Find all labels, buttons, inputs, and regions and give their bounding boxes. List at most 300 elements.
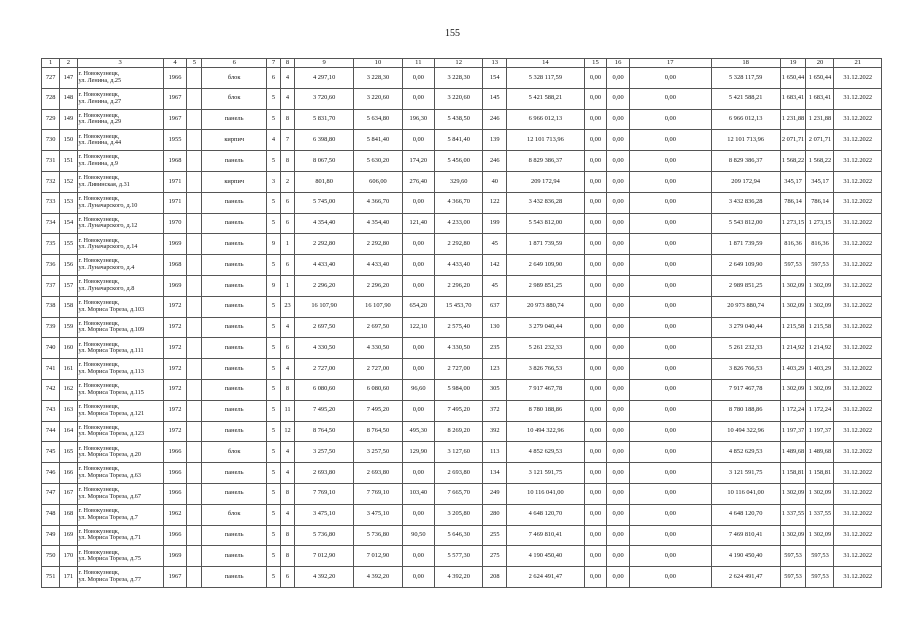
total-area: 3 475,10 — [295, 504, 354, 525]
column-number-19: 19 — [780, 59, 806, 68]
column-17: 0,00 — [629, 68, 711, 89]
address-city: г. Новокузнецк, — [78, 319, 120, 327]
cost-total: 2 624 491,47 — [507, 567, 585, 588]
row-number: 749 — [42, 525, 60, 546]
entrances: 8 — [281, 546, 295, 567]
entrances: 6 — [281, 567, 295, 588]
column-number-6: 6 — [202, 59, 267, 68]
column-16: 0,00 — [607, 359, 630, 380]
table-row — [42, 504, 882, 525]
residential-area: 2 693,80 — [434, 463, 482, 484]
column-5 — [187, 275, 202, 296]
table-row — [42, 567, 882, 588]
column-15: 0,00 — [584, 296, 607, 317]
row-number: 730 — [42, 130, 60, 151]
living-area: 7 495,20 — [354, 400, 402, 421]
year-built: 1968 — [163, 151, 187, 172]
floors: 5 — [267, 151, 281, 172]
column-15: 0,00 — [584, 68, 607, 89]
row-number: 741 — [42, 359, 60, 380]
column-number-10: 10 — [354, 59, 402, 68]
column-15: 0,00 — [584, 234, 607, 255]
address-city: г. Новокузнецк, — [78, 548, 120, 556]
cost-per-m2-a: 786,14 — [780, 192, 806, 213]
cost-per-m2-a: 1 650,44 — [780, 68, 806, 89]
address-cell — [77, 525, 163, 546]
wall-material: панель — [202, 379, 267, 400]
column-17: 0,00 — [629, 275, 711, 296]
nonresidential-area: 122,10 — [402, 317, 434, 338]
address-city: г. Новокузнецк, — [78, 486, 120, 494]
address-cell — [77, 130, 163, 151]
column-5 — [187, 234, 202, 255]
column-16: 0,00 — [607, 275, 630, 296]
year-built: 1972 — [163, 379, 187, 400]
total-area: 2 697,50 — [295, 317, 354, 338]
cost-total: 5 261 232,33 — [507, 338, 585, 359]
nonresidential-area: 0,00 — [402, 234, 434, 255]
total-area: 3 720,60 — [295, 88, 354, 109]
column-5 — [187, 171, 202, 192]
table-row — [42, 483, 882, 504]
floors: 5 — [267, 296, 281, 317]
address-cell — [77, 255, 163, 276]
wall-material: панель — [202, 234, 267, 255]
residential-area: 5 646,30 — [434, 525, 482, 546]
residents-count: 275 — [483, 546, 507, 567]
living-area: 5 630,20 — [354, 151, 402, 172]
cost-per-m2-a: 1 489,68 — [780, 442, 806, 463]
table-row — [42, 151, 882, 172]
deadline-date: 31.12.2022 — [834, 525, 882, 546]
year-built: 1969 — [163, 275, 187, 296]
nonresidential-area: 0,00 — [402, 400, 434, 421]
column-15: 0,00 — [584, 130, 607, 151]
column-15: 0,00 — [584, 525, 607, 546]
deadline-date: 31.12.2022 — [834, 275, 882, 296]
cost-per-m2-b: 1 214,92 — [806, 338, 834, 359]
living-area: 4 330,50 — [354, 338, 402, 359]
table-row — [42, 192, 882, 213]
residential-area: 2 296,20 — [434, 275, 482, 296]
address-cell — [77, 171, 163, 192]
total-area: 7 495,20 — [295, 400, 354, 421]
column-16: 0,00 — [607, 255, 630, 276]
deadline-date: 31.12.2022 — [834, 483, 882, 504]
sub-number: 153 — [60, 192, 77, 213]
column-17: 0,00 — [629, 317, 711, 338]
cost-per-m2-b: 1 302,09 — [806, 296, 834, 317]
deadline-date: 31.12.2022 — [834, 317, 882, 338]
sub-number: 148 — [60, 88, 77, 109]
address-city: г. Новокузнецк, — [78, 236, 120, 244]
address-street: ул. Мориса Тореза, д.77 — [78, 576, 141, 584]
address-street: ул. Мориса Тореза, д.121 — [78, 409, 145, 417]
sub-number: 167 — [60, 483, 77, 504]
table-row — [42, 275, 882, 296]
row-number: 740 — [42, 338, 60, 359]
sub-number: 157 — [60, 275, 77, 296]
residents-count: 246 — [483, 109, 507, 130]
floors: 5 — [267, 400, 281, 421]
cost-column-18: 8 829 386,37 — [711, 151, 780, 172]
column-number-3: 3 — [77, 59, 163, 68]
address-street: ул. Ленина, д.25 — [78, 76, 122, 84]
residential-area: 7 665,70 — [434, 483, 482, 504]
floors: 5 — [267, 525, 281, 546]
residential-area: 2 292,80 — [434, 234, 482, 255]
year-built: 1971 — [163, 171, 187, 192]
total-area: 2 296,20 — [295, 275, 354, 296]
address-city: г. Новокузнецк, — [78, 340, 120, 348]
table-row — [42, 442, 882, 463]
nonresidential-area: 0,00 — [402, 359, 434, 380]
total-area: 7 769,10 — [295, 483, 354, 504]
sub-number: 147 — [60, 68, 77, 89]
column-15: 0,00 — [584, 421, 607, 442]
cost-per-m2-b: 345,17 — [806, 171, 834, 192]
entrances: 8 — [281, 483, 295, 504]
entrances: 8 — [281, 379, 295, 400]
entrances: 4 — [281, 504, 295, 525]
cost-column-18: 5 261 232,33 — [711, 338, 780, 359]
floors: 5 — [267, 109, 281, 130]
wall-material: панель — [202, 109, 267, 130]
table-row — [42, 171, 882, 192]
residents-count: 235 — [483, 338, 507, 359]
residents-count: 134 — [483, 463, 507, 484]
residential-area: 3 220,60 — [434, 88, 482, 109]
deadline-date: 31.12.2022 — [834, 68, 882, 89]
row-number: 750 — [42, 546, 60, 567]
column-17: 0,00 — [629, 483, 711, 504]
wall-material: блок — [202, 88, 267, 109]
cost-column-18: 2 989 851,25 — [711, 275, 780, 296]
column-16: 0,00 — [607, 504, 630, 525]
entrances: 1 — [281, 234, 295, 255]
wall-material: панель — [202, 400, 267, 421]
row-number: 734 — [42, 213, 60, 234]
cost-per-m2-a: 1 302,09 — [780, 483, 806, 504]
total-area: 8 067,50 — [295, 151, 354, 172]
entrances: 11 — [281, 400, 295, 421]
address-cell — [77, 317, 163, 338]
column-15: 0,00 — [584, 463, 607, 484]
entrances: 6 — [281, 192, 295, 213]
column-5 — [187, 192, 202, 213]
total-area: 8 764,50 — [295, 421, 354, 442]
wall-material: панель — [202, 338, 267, 359]
row-number: 738 — [42, 296, 60, 317]
column-17: 0,00 — [629, 338, 711, 359]
cost-column-18: 4 852 629,53 — [711, 442, 780, 463]
sub-number: 154 — [60, 213, 77, 234]
nonresidential-area: 0,00 — [402, 504, 434, 525]
cost-column-18: 12 101 713,96 — [711, 130, 780, 151]
entrances: 23 — [281, 296, 295, 317]
address-street: ул. Луначарского, д.4 — [78, 264, 135, 272]
nonresidential-area: 654,20 — [402, 296, 434, 317]
cost-column-18: 5 421 588,21 — [711, 88, 780, 109]
total-area: 4 392,20 — [295, 567, 354, 588]
year-built: 1972 — [163, 317, 187, 338]
year-built: 1972 — [163, 338, 187, 359]
column-16: 0,00 — [607, 379, 630, 400]
column-17: 0,00 — [629, 421, 711, 442]
address-street: ул. Мориса Тореза, д.123 — [78, 430, 145, 438]
cost-total: 8 829 386,37 — [507, 151, 585, 172]
residential-area: 3 205,80 — [434, 504, 482, 525]
row-number: 747 — [42, 483, 60, 504]
cost-per-m2-a: 1 273,15 — [780, 213, 806, 234]
column-17: 0,00 — [629, 546, 711, 567]
living-area: 4 392,20 — [354, 567, 402, 588]
cost-total: 2 649 109,90 — [507, 255, 585, 276]
column-5 — [187, 463, 202, 484]
column-15: 0,00 — [584, 483, 607, 504]
address-cell — [77, 483, 163, 504]
deadline-date: 31.12.2022 — [834, 255, 882, 276]
wall-material: кирпич — [202, 130, 267, 151]
table-row — [42, 338, 882, 359]
row-number: 739 — [42, 317, 60, 338]
cost-per-m2-a: 1 302,09 — [780, 379, 806, 400]
cost-per-m2-b: 1 683,41 — [806, 88, 834, 109]
residential-area: 4 433,40 — [434, 255, 482, 276]
wall-material: панель — [202, 213, 267, 234]
nonresidential-area: 0,00 — [402, 130, 434, 151]
page-number: 155 — [445, 28, 460, 39]
address-cell — [77, 379, 163, 400]
sub-number: 150 — [60, 130, 77, 151]
address-city: г. Новокузнецк, — [78, 70, 120, 78]
residents-count: 249 — [483, 483, 507, 504]
entrances: 6 — [281, 255, 295, 276]
total-area: 5 745,00 — [295, 192, 354, 213]
nonresidential-area: 276,40 — [402, 171, 434, 192]
sub-number: 170 — [60, 546, 77, 567]
cost-per-m2-b: 1 337,55 — [806, 504, 834, 525]
deadline-date: 31.12.2022 — [834, 400, 882, 421]
nonresidential-area: 90,50 — [402, 525, 434, 546]
living-area: 2 693,80 — [354, 463, 402, 484]
cost-per-m2-a: 597,53 — [780, 255, 806, 276]
address-street: ул. Луначарского, д.14 — [78, 243, 138, 251]
residents-count: 40 — [483, 171, 507, 192]
table-body — [42, 68, 882, 588]
nonresidential-area: 0,00 — [402, 255, 434, 276]
column-17: 0,00 — [629, 171, 711, 192]
deadline-date: 31.12.2022 — [834, 546, 882, 567]
column-16: 0,00 — [607, 463, 630, 484]
address-street: ул. Мориса Тореза, д.63 — [78, 472, 141, 480]
column-number-5: 5 — [187, 59, 202, 68]
column-17: 0,00 — [629, 88, 711, 109]
nonresidential-area: 129,90 — [402, 442, 434, 463]
residential-area: 4 233,00 — [434, 213, 482, 234]
cost-column-18: 209 172,94 — [711, 171, 780, 192]
nonresidential-area: 0,00 — [402, 463, 434, 484]
sub-number: 155 — [60, 234, 77, 255]
residents-count: 45 — [483, 234, 507, 255]
deadline-date: 31.12.2022 — [834, 192, 882, 213]
residents-count: 123 — [483, 359, 507, 380]
deadline-date: 31.12.2022 — [834, 151, 882, 172]
table-row — [42, 379, 882, 400]
address-cell — [77, 234, 163, 255]
row-number: 727 — [42, 68, 60, 89]
cost-per-m2-b: 1 302,09 — [806, 379, 834, 400]
year-built: 1966 — [163, 442, 187, 463]
residential-area: 329,60 — [434, 171, 482, 192]
cost-column-18: 6 966 012,13 — [711, 109, 780, 130]
cost-column-18: 5 328 117,59 — [711, 68, 780, 89]
row-number: 732 — [42, 171, 60, 192]
wall-material: кирпич — [202, 171, 267, 192]
cost-per-m2-a: 1 302,09 — [780, 525, 806, 546]
residents-count: 372 — [483, 400, 507, 421]
column-number-2: 2 — [60, 59, 77, 68]
column-17: 0,00 — [629, 192, 711, 213]
sub-number: 156 — [60, 255, 77, 276]
cost-per-m2-b: 1 302,09 — [806, 525, 834, 546]
nonresidential-area: 0,00 — [402, 192, 434, 213]
column-17: 0,00 — [629, 504, 711, 525]
column-5 — [187, 525, 202, 546]
cost-total: 4 190 450,40 — [507, 546, 585, 567]
cost-column-18: 4 648 120,70 — [711, 504, 780, 525]
living-area: 2 697,50 — [354, 317, 402, 338]
cost-per-m2-a: 345,17 — [780, 171, 806, 192]
cost-total: 8 780 188,86 — [507, 400, 585, 421]
column-number-1: 1 — [42, 59, 60, 68]
cost-total: 3 279 040,44 — [507, 317, 585, 338]
cost-per-m2-a: 1 337,55 — [780, 504, 806, 525]
floors: 5 — [267, 379, 281, 400]
row-number: 743 — [42, 400, 60, 421]
living-area: 3 228,30 — [354, 68, 402, 89]
total-area: 5 831,70 — [295, 109, 354, 130]
living-area: 3 475,10 — [354, 504, 402, 525]
year-built: 1969 — [163, 234, 187, 255]
entrances: 4 — [281, 359, 295, 380]
year-built: 1967 — [163, 109, 187, 130]
total-area: 4 330,50 — [295, 338, 354, 359]
address-cell — [77, 151, 163, 172]
address-street: ул. Мориса Тореза, д.115 — [78, 388, 144, 396]
floors: 4 — [267, 130, 281, 151]
column-17: 0,00 — [629, 234, 711, 255]
residential-area: 4 330,50 — [434, 338, 482, 359]
total-area: 4 433,40 — [295, 255, 354, 276]
table-row — [42, 88, 882, 109]
cost-per-m2-b: 1 273,15 — [806, 213, 834, 234]
total-area: 5 736,80 — [295, 525, 354, 546]
nonresidential-area: 174,20 — [402, 151, 434, 172]
row-number: 736 — [42, 255, 60, 276]
column-15: 0,00 — [584, 213, 607, 234]
row-number: 735 — [42, 234, 60, 255]
deadline-date: 31.12.2022 — [834, 379, 882, 400]
deadline-date: 31.12.2022 — [834, 463, 882, 484]
address-cell — [77, 338, 163, 359]
floors: 5 — [267, 567, 281, 588]
cost-column-18: 3 826 766,53 — [711, 359, 780, 380]
row-number: 744 — [42, 421, 60, 442]
cost-per-m2-b: 1 197,37 — [806, 421, 834, 442]
residents-count: 142 — [483, 255, 507, 276]
residents-count: 113 — [483, 442, 507, 463]
address-street: ул. Мориса Тореза, д.67 — [78, 492, 141, 500]
year-built: 1967 — [163, 567, 187, 588]
cost-column-18: 7 469 810,41 — [711, 525, 780, 546]
address-city: г. Новокузнецк, — [78, 527, 120, 535]
floors: 5 — [267, 546, 281, 567]
total-area: 4 354,40 — [295, 213, 354, 234]
column-number-20: 20 — [806, 59, 834, 68]
living-area: 6 080,60 — [354, 379, 402, 400]
deadline-date: 31.12.2022 — [834, 109, 882, 130]
entrances: 7 — [281, 130, 295, 151]
address-city: г. Новокузнецк, — [78, 361, 120, 369]
deadline-date: 31.12.2022 — [834, 234, 882, 255]
wall-material: панель — [202, 275, 267, 296]
residential-area: 4 366,70 — [434, 192, 482, 213]
table-row — [42, 213, 882, 234]
cost-total: 4 648 120,70 — [507, 504, 585, 525]
cost-total: 10 494 322,96 — [507, 421, 585, 442]
table-row — [42, 546, 882, 567]
residents-count: 208 — [483, 567, 507, 588]
column-15: 0,00 — [584, 567, 607, 588]
residents-count: 199 — [483, 213, 507, 234]
wall-material: блок — [202, 504, 267, 525]
floors: 5 — [267, 338, 281, 359]
address-street: ул. Мориса Тореза, д.103 — [78, 305, 145, 313]
cost-per-m2-a: 1 302,09 — [780, 296, 806, 317]
floors: 5 — [267, 359, 281, 380]
living-area: 3 220,60 — [354, 88, 402, 109]
column-5 — [187, 567, 202, 588]
column-17: 0,00 — [629, 400, 711, 421]
floors: 5 — [267, 88, 281, 109]
residents-count: 305 — [483, 379, 507, 400]
cost-column-18: 2 624 491,47 — [711, 567, 780, 588]
cost-total: 3 121 591,75 — [507, 463, 585, 484]
deadline-date: 31.12.2022 — [834, 504, 882, 525]
living-area: 16 107,90 — [354, 296, 402, 317]
floors: 6 — [267, 68, 281, 89]
column-16: 0,00 — [607, 213, 630, 234]
cost-per-m2-b: 1 158,81 — [806, 463, 834, 484]
cost-per-m2-a: 1 568,22 — [780, 151, 806, 172]
column-number-row — [42, 59, 882, 68]
table-row — [42, 68, 882, 89]
wall-material: панель — [202, 525, 267, 546]
total-area: 2 727,00 — [295, 359, 354, 380]
total-area: 7 012,90 — [295, 546, 354, 567]
sub-number: 149 — [60, 109, 77, 130]
wall-material: панель — [202, 317, 267, 338]
row-number: 733 — [42, 192, 60, 213]
cost-per-m2-b: 816,36 — [806, 234, 834, 255]
living-area: 4 354,40 — [354, 213, 402, 234]
address-street: ул. Ленина, д.44 — [78, 139, 122, 147]
table-row — [42, 130, 882, 151]
column-16: 0,00 — [607, 546, 630, 567]
column-17: 0,00 — [629, 213, 711, 234]
column-16: 0,00 — [607, 171, 630, 192]
